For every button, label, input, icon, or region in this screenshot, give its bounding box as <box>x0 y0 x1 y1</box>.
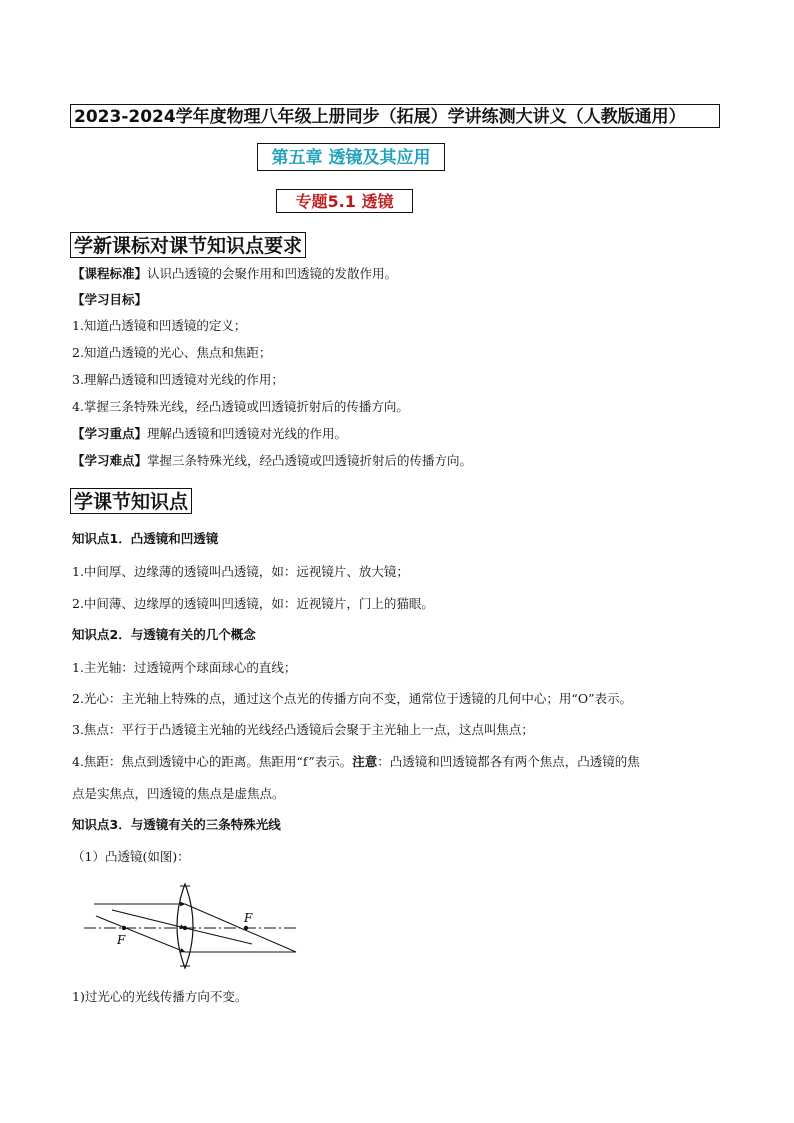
focus-label-right: F <box>244 911 253 925</box>
convex-lens-subheading: （1）凸透镜(如图)： <box>72 849 190 864</box>
knowledge-point-1-title: 知识点1．凸透镜和凹透镜 <box>72 531 219 546</box>
knowledge-line: 1.中间厚、边缘薄的透镜叫凸透镜，如：远视镜片、放大镜； <box>72 564 409 579</box>
note-tag: 注意 <box>352 754 378 769</box>
focal-note-text: ：凸透镜和凹透镜都各有两个焦点，凸透镜的焦 <box>377 754 640 769</box>
chapter-title: 第五章 透镜及其应用 <box>257 143 445 171</box>
goal-item: 4.掌握三条特殊光线，经凸透镜或凹透镜折射后的传播方向。 <box>72 399 409 414</box>
ray-rule-1: 1)过光心的光线传播方向不变。 <box>72 989 248 1004</box>
key-point <box>72 425 347 443</box>
focal-point-left <box>122 926 126 930</box>
section-heading-requirements: 学新课标对课节知识点要求 <box>70 232 306 258</box>
difficulty-tag: 【学习难点】 <box>72 453 148 468</box>
knowledge-line <box>72 753 640 771</box>
goal-item: 1.知道凸透镜和凹透镜的定义； <box>72 318 247 333</box>
standard-text: 认识凸透镜的会聚作用和凹透镜的发散作用。 <box>147 266 398 281</box>
ray-through-focus <box>96 916 185 952</box>
goal-item: 2.知道凸透镜的光心、焦点和焦距； <box>72 345 272 360</box>
knowledge-line: 2.中间薄、边缘厚的透镜叫凹透镜，如：近视镜片，门上的猫眼。 <box>72 596 434 611</box>
standard-tag: 【课程标准】 <box>72 266 148 281</box>
goals-tag: 【学习目标】 <box>72 292 148 307</box>
difficulty-text: 掌握三条特殊光线，经凸透镜或凹透镜折射后的传播方向。 <box>147 453 473 468</box>
knowledge-line: 点是实焦点，凹透镜的焦点是虚焦点。 <box>72 786 285 801</box>
knowledge-line: 1.主光轴：过透镜两个球面球心的直线； <box>72 660 297 675</box>
document-title: 2023-2024学年度物理八年级上册同步（拓展）学讲练测大讲义（人教版通用） <box>70 104 720 128</box>
focal-length-text: 4.焦距：焦点到透镜中心的距离。焦距用“f”表示。 <box>72 754 353 769</box>
topic-title: 专题5.1 透镜 <box>276 189 413 213</box>
ray-through-center <box>112 910 185 928</box>
goal-item: 3.理解凸透镜和凹透镜对光线的作用； <box>72 372 284 387</box>
knowledge-point-2-title: 知识点2．与透镜有关的几个概念 <box>72 627 256 642</box>
section-heading-knowledge: 学课节知识点 <box>70 488 192 514</box>
convex-lens-ray-diagram <box>84 880 306 970</box>
focus-label-left: F <box>117 933 126 947</box>
difficulty-point <box>72 452 472 470</box>
course-standard <box>72 265 397 283</box>
knowledge-point-3-title: 知识点3．与透镜有关的三条特殊光线 <box>72 817 281 832</box>
focal-point-right <box>244 926 248 930</box>
key-tag: 【学习重点】 <box>72 426 148 441</box>
key-text: 理解凸透镜和凹透镜对光线的作用。 <box>147 426 348 441</box>
knowledge-line: 2.光心：主光轴上特殊的点，通过这个点光的传播方向不变，通常位于透镜的几何中心；用“O”表示。 <box>72 691 632 706</box>
knowledge-line: 3.焦点：平行于凸透镜主光轴的光线经凸透镜后会聚于主光轴上一点，这点叫焦点； <box>72 722 534 737</box>
